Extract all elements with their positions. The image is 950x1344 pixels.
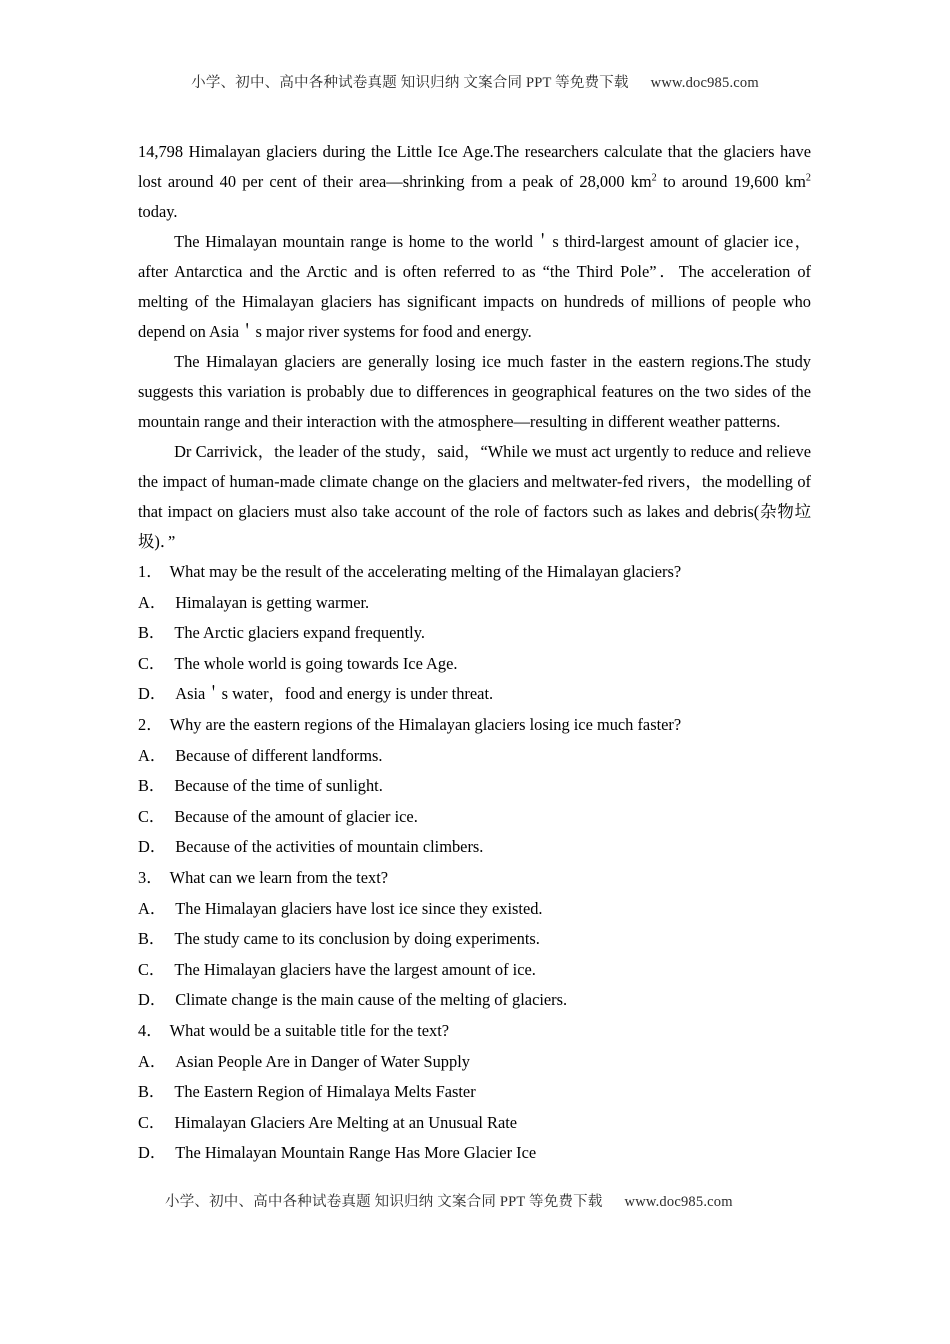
answer-option[interactable] [138, 985, 811, 1016]
answer-option[interactable] [138, 1077, 811, 1108]
answer-option[interactable] [138, 1108, 811, 1139]
option-label: A． [138, 745, 167, 765]
option-text: The Himalayan glaciers have lost ice since they existed. [175, 898, 543, 918]
answer-option[interactable] [138, 894, 811, 925]
watermark-footer-chinese: 小学、初中、高中各种试卷真题 知识归纳 文案合同 PPT 等免费下载 [165, 1194, 603, 1210]
option-text: The study came to its conclusion by doing experiments. [174, 929, 540, 949]
question-number: 2． [138, 714, 163, 734]
answer-option[interactable] [138, 649, 811, 680]
watermark-header-chinese: 小学、初中、高中各种试卷真题 知识归纳 文案合同 PPT 等免费下载 [191, 75, 629, 91]
option-text: Because of the activities of mountain climbers. [175, 837, 484, 857]
option-text: Because of different landforms. [175, 745, 383, 765]
option-text: Climate change is the main cause of the melting of glaciers. [175, 990, 568, 1010]
option-text: Because of the time of sunlight. [174, 776, 383, 796]
option-label: B． [138, 776, 166, 796]
watermark-header [0, 71, 950, 92]
superscript-exponent: 2 [805, 172, 811, 184]
option-text: The Himalayan Mountain Range Has More Glacier Ice [175, 1143, 537, 1163]
question-number: 4． [138, 1020, 163, 1040]
option-text: The Eastern Region of Himalaya Melts Faster [174, 1082, 476, 1102]
passage-paragraph: 14,798 Himalayan glaciers during the Little Ice Age.The researchers calculate that the glaciers have lost around 40 per cent of their area—shrinking from a peak of 28,000 $km^2$ to around 19,600 $km^2$ today. [138, 142, 811, 221]
option-text: Asia＇s water，food and energy is under threat. [175, 684, 494, 704]
watermark-footer [0, 1190, 733, 1211]
option-text: The Arctic glaciers expand frequently. [174, 623, 425, 643]
question-number: 3． [138, 867, 163, 887]
answer-option[interactable] [138, 832, 811, 863]
answer-option[interactable] [138, 741, 811, 772]
option-label: D． [138, 684, 167, 704]
option-label: C． [138, 959, 166, 979]
answer-option[interactable] [138, 955, 811, 986]
question-number: 1． [138, 562, 163, 581]
answer-option[interactable] [138, 679, 811, 710]
question-text: What can we learn from the text? [169, 867, 389, 887]
option-label: A． [138, 898, 167, 918]
option-label: B． [138, 929, 166, 949]
watermark-footer-url: www.doc985.com [624, 1194, 733, 1210]
option-text: Because of the amount of glacier ice. [174, 806, 418, 826]
option-text: Himalayan is getting warmer. [175, 592, 370, 612]
option-label: A． [138, 592, 167, 612]
question-stem [138, 710, 811, 741]
option-label: A． [138, 1051, 167, 1071]
option-label: C． [138, 1112, 166, 1132]
option-label: D． [138, 990, 167, 1010]
option-text: Himalayan Glaciers Are Melting at an Unusual Rate [174, 1112, 518, 1132]
question-text: What would be a suitable title for the text? [169, 1020, 450, 1040]
answer-option[interactable] [138, 924, 811, 955]
question-stem [138, 863, 811, 894]
answer-option[interactable] [138, 618, 811, 649]
option-text: The Himalayan glaciers have the largest amount of ice. [174, 959, 536, 979]
superscript-exponent: 2 [651, 172, 657, 184]
passage-paragraph: The Himalayan glaciers are generally losing ice much faster in the eastern regions.The study suggests this variation is probably due to differences in geographical features on the two sides of the mountain range and their interaction with the atmosphere—resulting in different weather patterns. [138, 352, 811, 431]
question-stem [138, 1016, 811, 1047]
passage-paragraph: The Himalayan mountain range is home to the world＇s third-largest amount of glacier ice，after Antarctica and the Arctic and is often referred to as “the Third Pole”．The acceleration of melting of the Himalayan glaciers has significant impacts on hundreds of millions of people who depend on Asia＇s major river systems for food and energy. [138, 232, 811, 341]
questions-list [138, 557, 811, 1169]
option-label: D． [138, 1143, 167, 1163]
option-text: Asian People Are in Danger of Water Supply [175, 1051, 470, 1071]
question-text: What may be the result of the accelerating melting of the Himalayan glaciers? [169, 562, 682, 581]
question-text: Why are the eastern regions of the Himalayan glaciers losing ice much faster? [169, 714, 682, 734]
option-label: D． [138, 837, 167, 857]
option-text: The whole world is going towards Ice Age. [174, 653, 458, 673]
answer-option[interactable] [138, 1047, 811, 1078]
option-label: C． [138, 806, 166, 826]
answer-option[interactable] [138, 771, 811, 802]
option-label: B． [138, 623, 166, 643]
option-label: B． [138, 1082, 166, 1102]
answer-option[interactable] [138, 1138, 811, 1169]
passage-paragraph: Dr Carrivick，the leader of the study，said，“While we must act urgently to reduce and relieve the impact of human-made climate change on the glaciers and meltwater-fed rivers，the modelling of that impact on glaciers must also take account of the role of factors such as lakes and debris(杂物垃圾)．” [138, 442, 811, 551]
answer-option[interactable] [138, 802, 811, 833]
passage-content [138, 137, 811, 1169]
passage-body [138, 137, 811, 557]
option-label: C． [138, 653, 166, 673]
watermark-header-url: www.doc985.com [650, 75, 759, 91]
question-stem [138, 557, 811, 588]
answer-option[interactable] [138, 588, 811, 619]
